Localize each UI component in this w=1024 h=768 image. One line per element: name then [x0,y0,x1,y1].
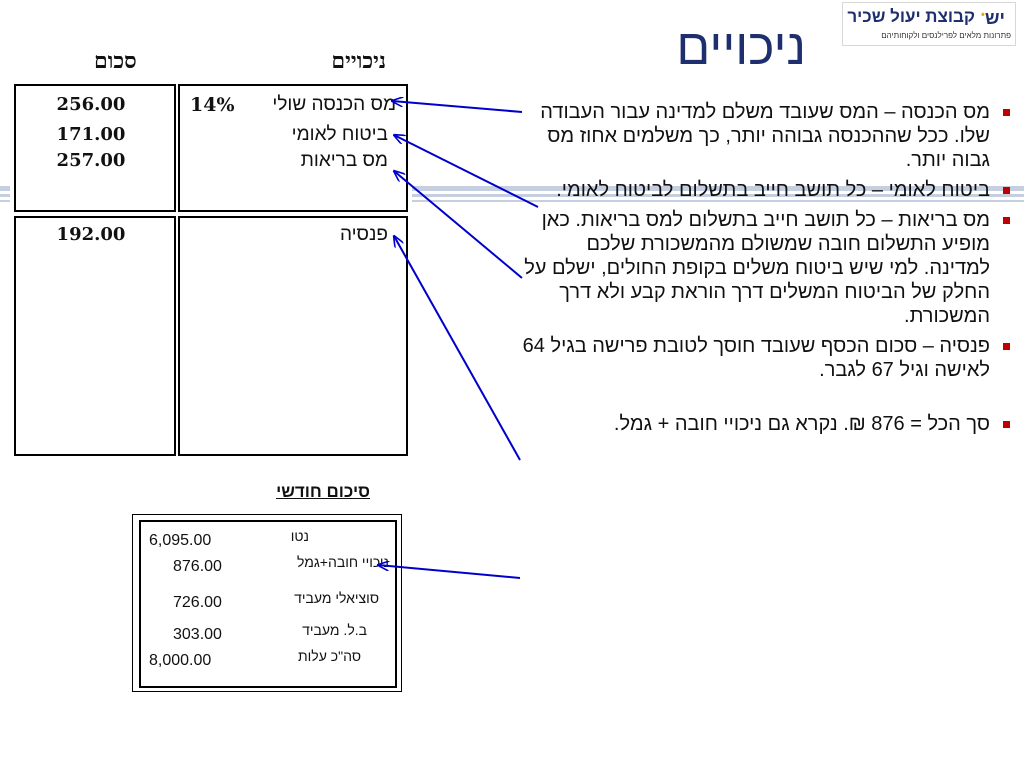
arrow-total [378,565,520,578]
summary-mandatory-amount: 876.00 [173,558,222,575]
amount-income-tax: 256.00 [56,94,126,115]
deduction-income-tax: מס הכנסה שולי [272,94,396,115]
summary-net-amount: 6,095.00 [149,532,212,549]
arrow-national-insurance [394,135,538,207]
header-deductions: ניכויים [331,48,386,74]
slide-title: ניכויים [676,19,806,75]
summary-employer-ni-label: ב.ל. מעביד [302,622,367,638]
deduction-national-insurance: ביטוח לאומי [291,124,388,145]
deduction-health-tax: מס בריאות [300,150,388,171]
bullet-income-tax: מס הכנסה – המס שעובד משלם למדינה עבור העבודה שלו. ככל שההכנסה גבוהה יותר, כך משלמים אחוז מס גבוה יותר. [518,100,1016,172]
arrow-income-tax [392,101,522,112]
bullet-list [518,100,1016,442]
bullet-marker [1003,343,1010,350]
logo-mark-icon: • יש [981,8,1005,28]
income-tax-percent: 14% [190,94,235,116]
bullet-pension: פנסיה – סכום הכסף שעובד חוסך לטובת פרישה בגיל 64 לאישה וגיל 67 לגבר. [518,334,1016,382]
bullet-total: סך הכל = 876 ₪. נקרא גם ניכויי חובה + גמל. [518,412,1016,436]
summary-title: סיכום חודשי [276,482,370,501]
summary-employer-social-label: סוציאלי מעביד [294,590,379,606]
logo-tagline: פתרונות מלאים לפרילנסים ולקוחותיהם [881,31,1011,40]
arrow-pension [394,236,520,460]
summary-employer-social-amount: 726.00 [173,594,222,611]
deduction-pension: פנסיה [339,224,388,245]
logo-brand: קבוצת יעול שכיר [847,7,975,26]
bullet-marker [1003,421,1010,428]
bullet-marker [1003,217,1010,224]
amount-pension: 192.00 [56,224,126,245]
summary-total-label: סה"כ עלות [298,648,361,664]
summary-net-label: נטו [290,528,309,544]
summary-mandatory-label: ניכויי חובה+גמל [296,554,389,570]
header-amount: סכום [94,48,137,74]
summary-total-amount: 8,000.00 [149,652,212,669]
summary-employer-ni-amount: 303.00 [173,626,222,643]
amount-health-tax: 257.00 [56,150,126,171]
amount-national-insurance: 171.00 [56,124,126,145]
bullet-marker [1003,109,1010,116]
arrow-health-tax [394,171,522,278]
bullet-health-tax: מס בריאות – כל תושב חייב בתשלום למס בריאות. כאן מופיע התשלום חובה שמשולם מהמשכורת שלכם למדינה. למי שיש ביטוח משלים בקופת החולים, ישלם על החלק של הביטוח המשלים דרך הוראת קבע ולא דרך המשכורת. [518,208,1016,328]
bullet-national-insurance: ביטוח לאומי – כל תושב חייב בתשלום לביטוח לאומי. [518,178,1016,202]
bullet-marker [1003,187,1010,194]
